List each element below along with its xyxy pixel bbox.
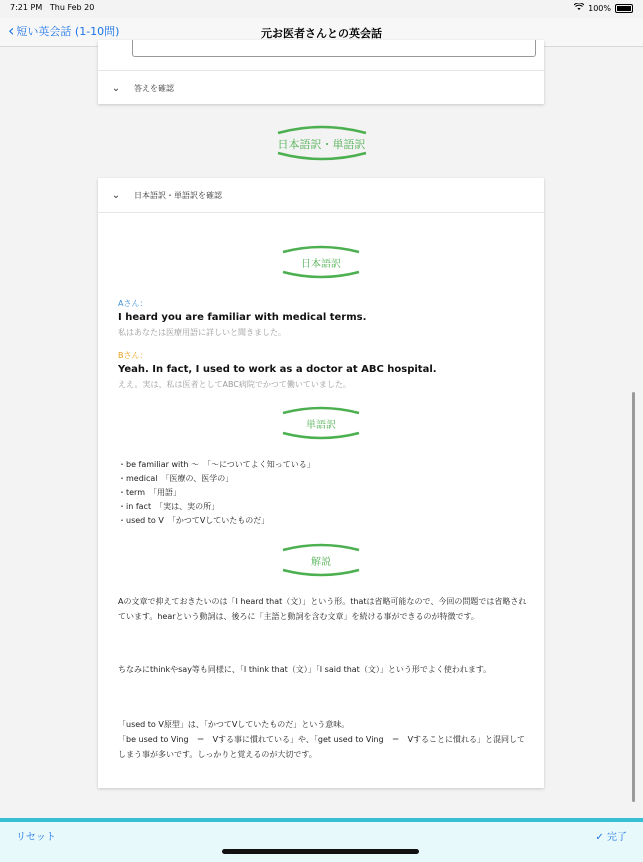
explanation-paragraph-2: ちなみにthinkやsay等も同様に、「I think that（文）」「I said that（文）」という形でよく使われます。 <box>118 665 492 674</box>
wifi-icon <box>574 3 584 13</box>
answer-input[interactable] <box>132 40 536 57</box>
answer-card <box>98 40 544 104</box>
battery-icon <box>615 4 633 13</box>
answer-expander[interactable] <box>98 70 544 105</box>
scrollbar[interactable] <box>632 392 635 802</box>
chevron-down-icon: ⌄ <box>111 189 121 201</box>
speaker-a-japanese: 私はあなたは医療用語に詳しいと聞きました。 <box>118 328 286 337</box>
done-label: 完了 <box>607 832 627 843</box>
list-item: ・term 「用語」 <box>118 488 181 497</box>
vocab-heading <box>98 405 544 441</box>
explanation-heading <box>98 542 544 578</box>
explanation-heading-label: 解説 <box>311 557 331 568</box>
translation-heading <box>98 244 544 280</box>
back-label: 短い英会話 (1-10問) <box>16 25 120 38</box>
translation-heading-label: 日本語訳 <box>301 259 341 270</box>
chevron-left-icon: ‹ <box>8 21 15 40</box>
vocab-list <box>118 458 315 528</box>
battery-percent: 100% <box>588 3 611 13</box>
list-item: ・be familiar with 〜 「〜についてよく知っている」 <box>118 460 315 469</box>
vocab-heading-label: 単語訳 <box>306 420 336 431</box>
status-right <box>574 3 633 13</box>
translation-card <box>98 178 544 788</box>
status-time: 7:21 PM Thu Feb 20 <box>10 3 95 12</box>
speaker-a-label: Aさん： <box>118 299 148 308</box>
page-title: 元お医者さんとの英会話 <box>261 27 382 40</box>
done-button[interactable] <box>595 828 627 843</box>
section-heading <box>0 124 643 162</box>
chevron-down-icon: ⌄ <box>111 82 121 94</box>
section-heading-label: 日本語訳・単語訳 <box>277 138 366 151</box>
answer-expander-label: 答えを確認 <box>134 83 174 93</box>
explanation-paragraph-3: 「used to V原型」は、「かつてVしていたものだ」という意味。 「be used to Ving ＝ Vする事に慣れている」や、「get used to Ving ＝ Vすることに慣れる」と混同してしまう事が多いです。しっかりと覚えるのが大切です。 <box>118 720 526 759</box>
reset-button[interactable]: リセット <box>16 832 56 843</box>
speaker-b-japanese: ええ。実は、私は医者としてABC病院でかつて働いていました。 <box>118 380 351 389</box>
checkmark-icon: ✓ <box>595 832 604 843</box>
home-indicator <box>222 849 419 854</box>
translation-expander[interactable] <box>98 178 544 213</box>
list-item: ・used to V 「かつてVしていたものだ」 <box>118 516 270 525</box>
speaker-b-english: Yeah. In fact, I used to work as a doctor at ABC hospital. <box>118 364 437 375</box>
translation-expander-label: 日本語訳・単語訳を確認 <box>134 190 222 200</box>
speaker-a-english: I heard you are familiar with medical terms. <box>118 312 367 323</box>
list-item: ・in fact 「実は、実の所」 <box>118 502 220 511</box>
bottom-toolbar <box>0 818 643 862</box>
list-item: ・medical 「医療の、医学の」 <box>118 474 234 483</box>
explanation-paragraph-1: Aの文章で抑えておきたいのは「I heard that（文）」という形。thatは省略可能なので、今回の問題では省略されています。hearという動詞は、後ろに「主語と動詞を含む文章」を続ける事ができるのが特徴です。 <box>118 597 527 621</box>
status-bar <box>0 0 643 14</box>
speaker-b-label: Bさん： <box>118 351 148 360</box>
